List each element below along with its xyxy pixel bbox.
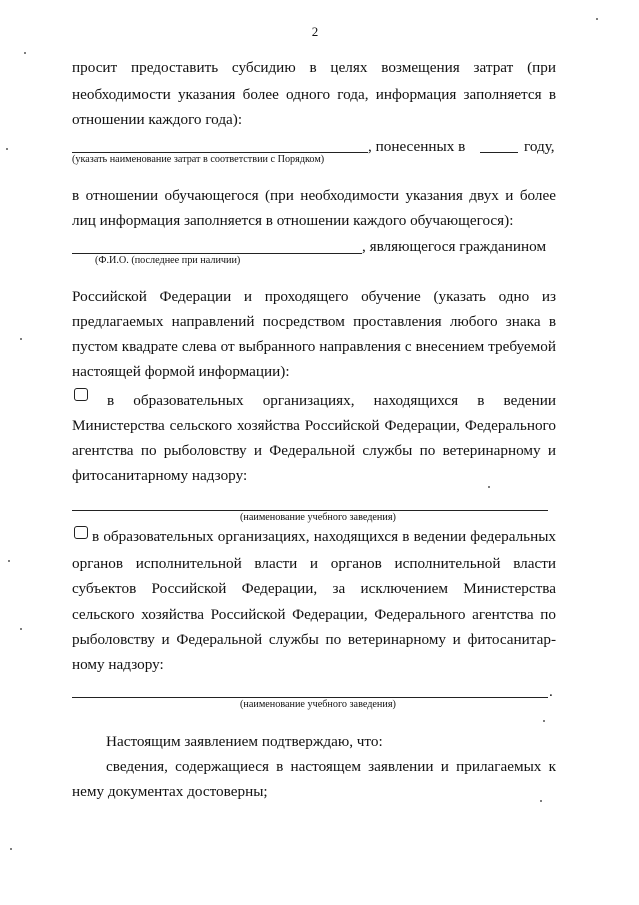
expense-caption: (указать наименование затрат в соответствии с Порядком) (72, 154, 325, 165)
institution-field-line-1[interactable] (72, 510, 548, 511)
expense-tail-text: , понесенных в (368, 138, 466, 155)
text-line: ному надзору: (72, 656, 164, 673)
text-line: настоящей формой информации): (72, 363, 290, 380)
text-line: рыболовству и Федеральной службы по ветеринарному и фитосанитар- (72, 631, 556, 648)
text-line: субъектов Российской Федерации, за исключением Министерства (72, 580, 556, 597)
expense-name-field-line[interactable] (72, 152, 368, 153)
scan-speck (8, 560, 10, 562)
text-line: сведения, содержащиеся в настоящем заявлении и прилагаемых к (106, 758, 556, 775)
institution-field-line-2[interactable] (72, 697, 548, 698)
text-line: сельского хозяйства Российской Федерации, Федерального агентства по (72, 606, 556, 623)
text-line: агентства по рыболовству и Федеральной службы по ветеринарному и (72, 442, 556, 459)
institution-caption-2: (наименование учебного заведения) (240, 699, 396, 710)
text-line: пустом квадрате слева от выбранного направления с внесением требуемой (72, 338, 556, 355)
text-line: фитосанитарному надзору: (72, 467, 248, 484)
text-line: предлагаемых направлений посредством проставления любого знака в (72, 313, 556, 330)
institution-caption-1: (наименование учебного заведения) (240, 512, 396, 523)
text-line: в образовательных организациях, находящихся в ведении (107, 392, 556, 409)
scan-speck (540, 800, 542, 802)
confirm-heading: Настоящим заявлением подтверждаю, что: (106, 733, 383, 750)
scan-speck (20, 338, 22, 340)
full-name-field-line[interactable] (72, 253, 362, 254)
text-line: лиц информация заполняется в отношении каждого обучающегося): (72, 212, 514, 229)
scan-speck (596, 18, 598, 20)
year-suffix-text: году, (524, 138, 555, 155)
text-line: отношении каждого года): (72, 111, 243, 128)
text-line: Российской Федерации и проходящего обучение (указать одно из (72, 288, 556, 305)
full-name-caption: (Ф.И.О. (последнее при наличии) (95, 255, 241, 266)
scan-speck (488, 486, 490, 488)
text-line: органов исполнительной власти и органов исполнительной власти (72, 555, 556, 572)
scan-speck (6, 148, 8, 150)
text-line: нему документах достоверны; (72, 783, 268, 800)
scan-speck (24, 52, 26, 54)
trailing-dot: . (549, 683, 553, 700)
text-line: необходимости указания более одного года, информация заполняется в (72, 86, 556, 103)
text-line: в образовательных организациях, находящихся в ведении федеральных (92, 528, 556, 545)
year-field-line[interactable] (480, 152, 518, 153)
scan-speck (20, 628, 22, 630)
text-line: в отношении обучающегося (при необходимости указания двух и более (72, 187, 556, 204)
citizen-tail-text: , являющегося гражданином (362, 238, 547, 255)
option2-checkbox[interactable] (74, 526, 88, 539)
text-line: Министерства сельского хозяйства Российской Федерации, Федерального (72, 417, 556, 434)
option1-checkbox[interactable] (74, 388, 88, 401)
page-number: 2 (311, 24, 319, 39)
scan-speck (10, 848, 12, 850)
scan-speck (543, 720, 545, 722)
text-line: просит предоставить субсидию в целях возмещения затрат (при (72, 59, 556, 76)
